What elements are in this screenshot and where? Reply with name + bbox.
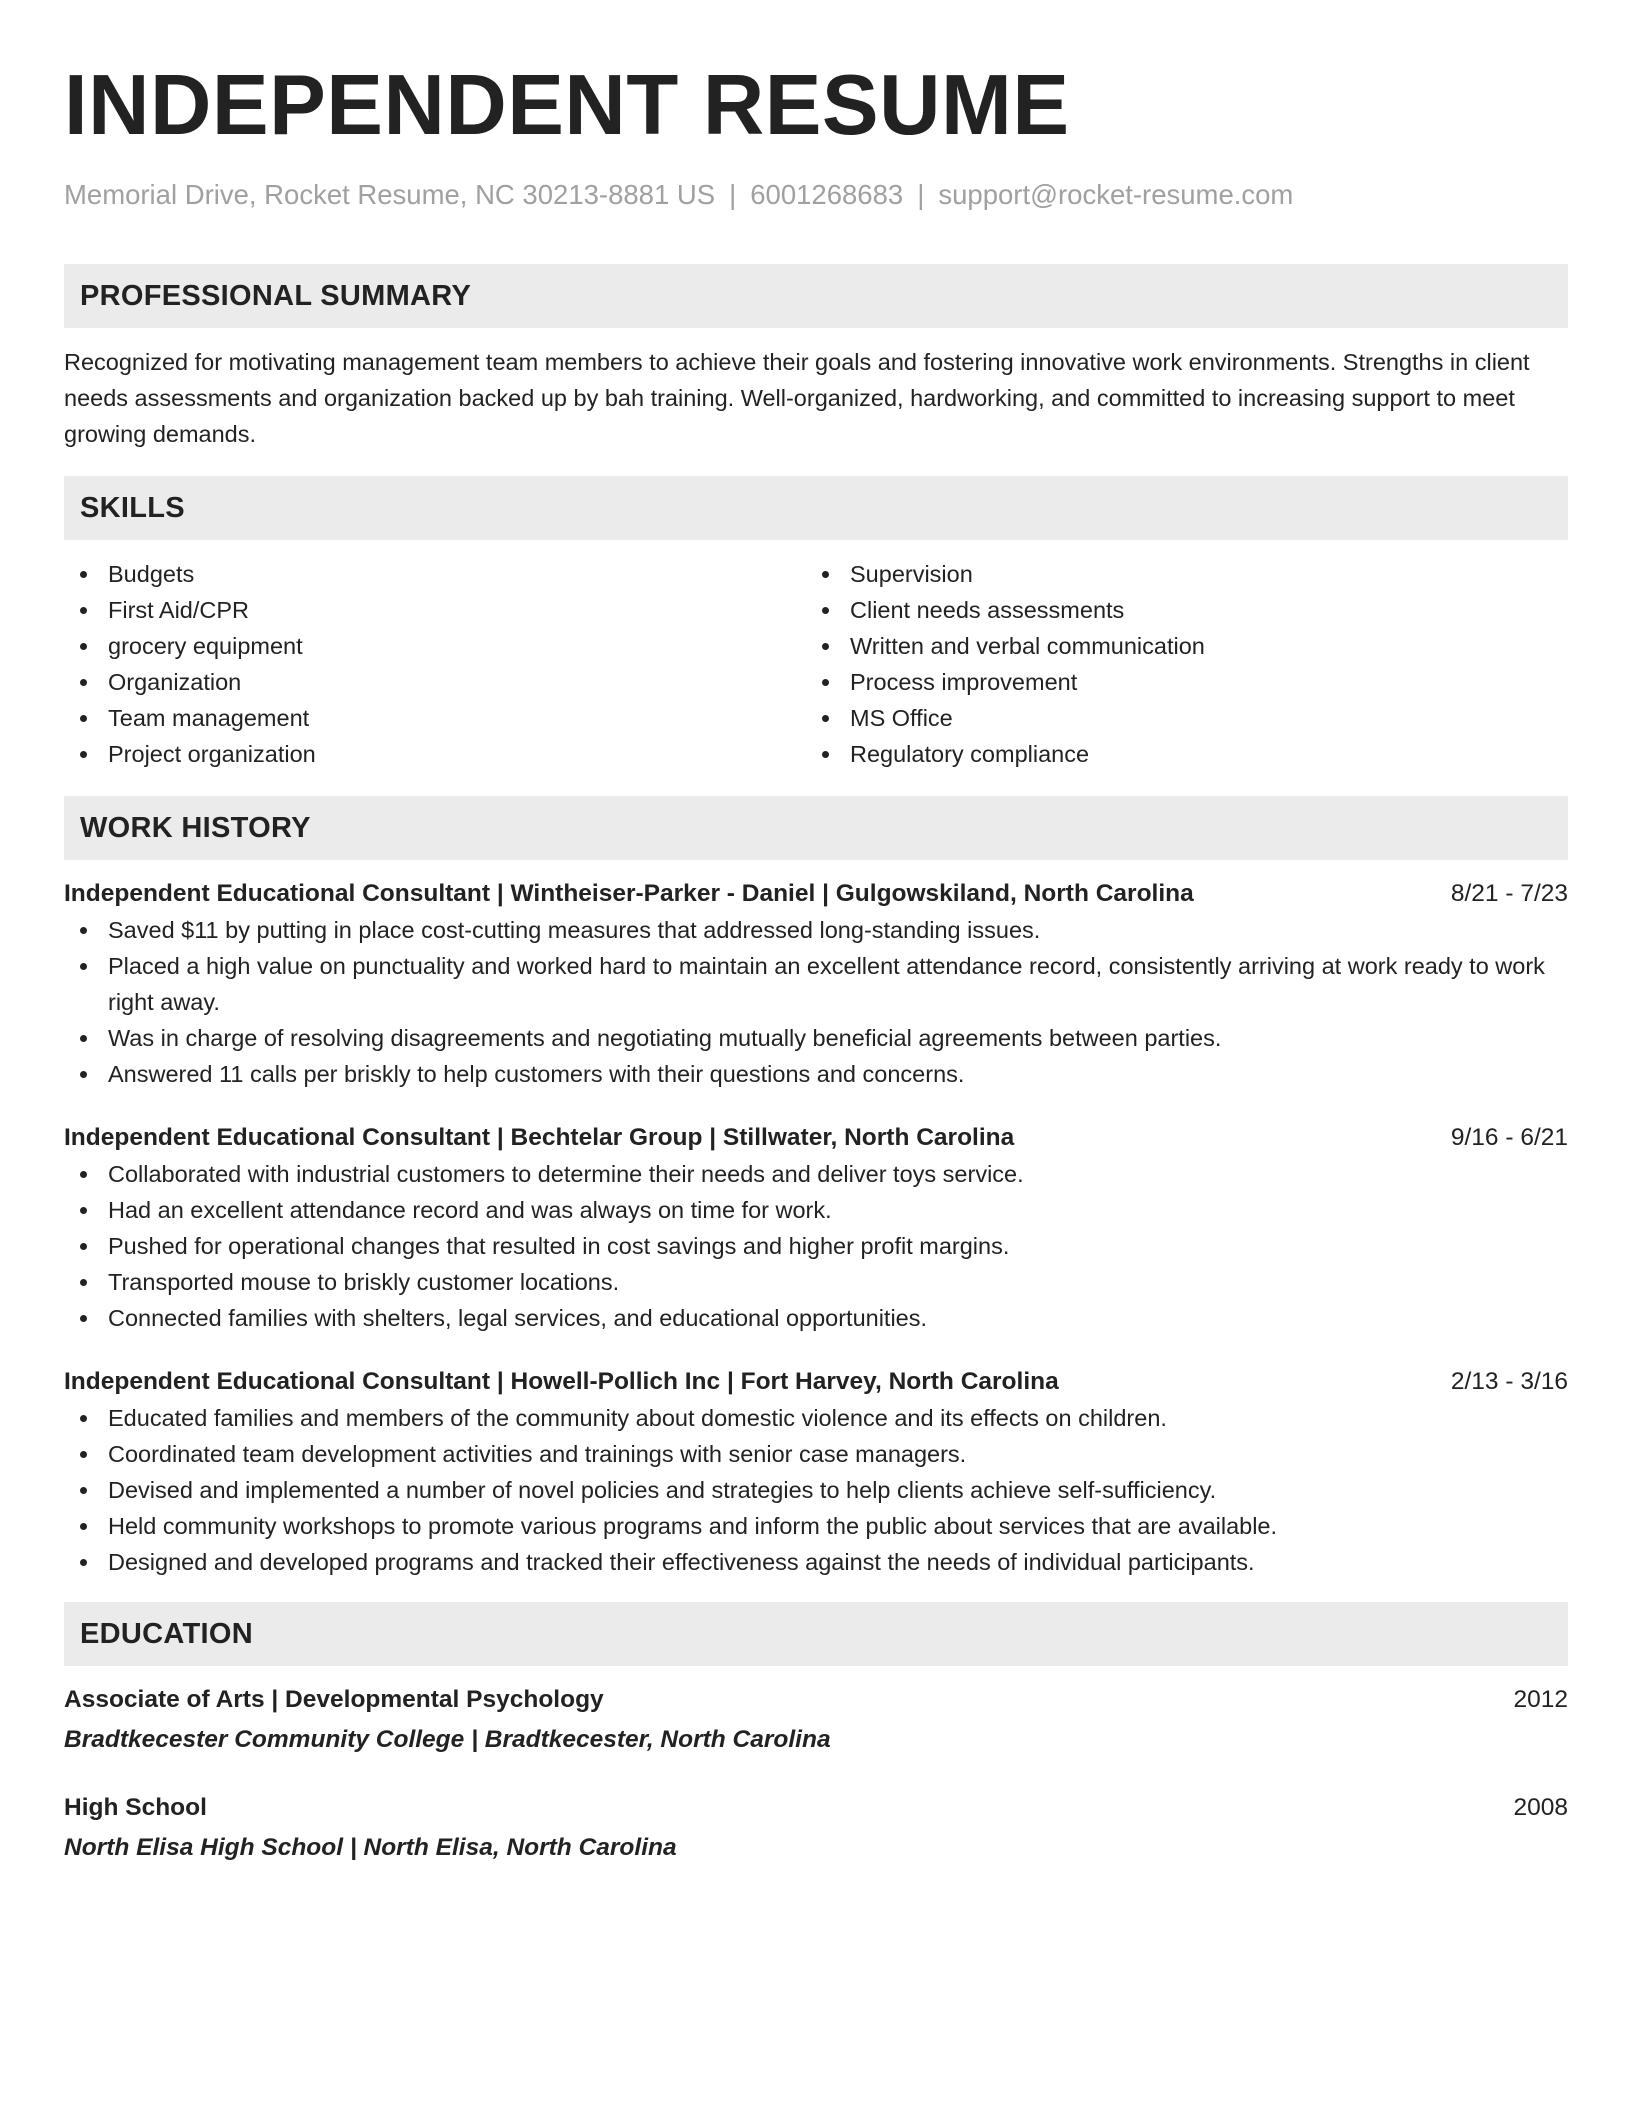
education-entry xyxy=(64,1790,1568,1866)
resume-name: INDEPENDENT RESUME xyxy=(64,58,1070,153)
skill-item: grocery equipment xyxy=(64,628,806,664)
job-entry xyxy=(64,1120,1568,1336)
education-header xyxy=(64,1790,1568,1826)
skills-column-left xyxy=(64,556,806,772)
education-date: 2008 xyxy=(1513,1794,1568,1821)
section-heading-summary: PROFESSIONAL SUMMARY xyxy=(64,264,1568,328)
skills-list xyxy=(64,556,1568,772)
education-degree: Associate of Arts | Developmental Psychology xyxy=(64,1686,604,1713)
skill-item: Supervision xyxy=(806,556,1548,592)
job-bullet: Coordinated team development activities and trainings with senior case managers. xyxy=(64,1436,1568,1472)
skill-item: MS Office xyxy=(806,700,1548,736)
education-entry xyxy=(64,1682,1568,1758)
education-header xyxy=(64,1682,1568,1718)
education-degree: High School xyxy=(64,1794,207,1821)
skill-item: Process improvement xyxy=(806,664,1548,700)
job-date: 2/13 - 3/16 xyxy=(1450,1368,1568,1395)
job-title: Independent Educational Consultant | Wintheiser-Parker - Daniel | Gulgowskiland, North Carolina xyxy=(64,880,1194,907)
job-header xyxy=(64,1120,1568,1156)
job-bullet: Collaborated with industrial customers to determine their needs and deliver toys service. xyxy=(64,1156,1568,1192)
job-bullet: Had an excellent attendance record and was always on time for work. xyxy=(64,1192,1568,1228)
skill-item: Written and verbal communication xyxy=(806,628,1548,664)
job-bullet: Held community workshops to promote various programs and inform the public about services that are available. xyxy=(64,1508,1568,1544)
job-bullet: Designed and developed programs and tracked their effectiveness against the needs of individual participants. xyxy=(64,1544,1568,1580)
job-bullet: Transported mouse to briskly customer locations. xyxy=(64,1264,1568,1300)
job-header xyxy=(64,876,1568,912)
contact-address: Memorial Drive, Rocket Resume, NC 30213-8881 US xyxy=(64,179,716,210)
job-title: Independent Educational Consultant | Bechtelar Group | Stillwater, North Carolina xyxy=(64,1124,1015,1151)
section-heading-skills: SKILLS xyxy=(64,476,1568,540)
job-header xyxy=(64,1364,1568,1400)
contact-email: support@rocket-resume.com xyxy=(938,179,1294,210)
job-date: 9/16 - 6/21 xyxy=(1450,1124,1568,1151)
job-date: 8/21 - 7/23 xyxy=(1450,880,1568,907)
skill-item: Regulatory compliance xyxy=(806,736,1548,772)
summary-text: Recognized for motivating management team members to achieve their goals and fostering innovative work environments. Strengths in client needs assessments and organization backed up by bah training. Well-organized, hardworking, and committed to increasing support to meet growing demands. xyxy=(64,349,1530,447)
job-bullet: Devised and implemented a number of novel policies and strategies to help clients achieve self-sufficiency. xyxy=(64,1472,1568,1508)
job-bullets xyxy=(64,1156,1568,1336)
job-bullet: Was in charge of resolving disagreements and negotiating mutually beneficial agreements between parties. xyxy=(64,1020,1568,1056)
job-bullet: Pushed for operational changes that resulted in cost savings and higher profit margins. xyxy=(64,1228,1568,1264)
skill-item: Organization xyxy=(64,664,806,700)
skill-item: Client needs assessments xyxy=(806,592,1548,628)
contact-line xyxy=(64,178,1568,212)
job-bullets xyxy=(64,1400,1568,1580)
section-heading-work: WORK HISTORY xyxy=(64,796,1568,860)
contact-separator: | xyxy=(729,179,737,210)
skill-item: Project organization xyxy=(64,736,806,772)
contact-phone: 6001268683 xyxy=(750,179,904,210)
job-bullet: Educated families and members of the community about domestic violence and its effects on children. xyxy=(64,1400,1568,1436)
job-bullet: Connected families with shelters, legal services, and educational opportunities. xyxy=(64,1300,1568,1336)
section-heading-education: EDUCATION xyxy=(64,1602,1568,1666)
job-bullet: Answered 11 calls per briskly to help customers with their questions and concerns. xyxy=(64,1056,1568,1092)
job-entry xyxy=(64,1364,1568,1580)
skills-column-right xyxy=(806,556,1548,772)
education-school: North Elisa High School | North Elisa, North Carolina xyxy=(64,1834,677,1861)
education-date: 2012 xyxy=(1513,1686,1568,1713)
education-school: Bradtkecester Community College | Bradtkecester, North Carolina xyxy=(64,1726,831,1753)
job-bullets xyxy=(64,912,1568,1092)
job-title: Independent Educational Consultant | Howell-Pollich Inc | Fort Harvey, North Carolina xyxy=(64,1368,1059,1395)
job-entry xyxy=(64,876,1568,1092)
skill-item: Budgets xyxy=(64,556,806,592)
job-bullet: Placed a high value on punctuality and worked hard to maintain an excellent attendance record, consistently arriving at work ready to work right away. xyxy=(64,948,1568,1020)
skill-item: Team management xyxy=(64,700,806,736)
job-bullet: Saved $11 by putting in place cost-cutting measures that addressed long-standing issues. xyxy=(64,912,1568,948)
skill-item: First Aid/CPR xyxy=(64,592,806,628)
contact-separator: | xyxy=(917,179,925,210)
